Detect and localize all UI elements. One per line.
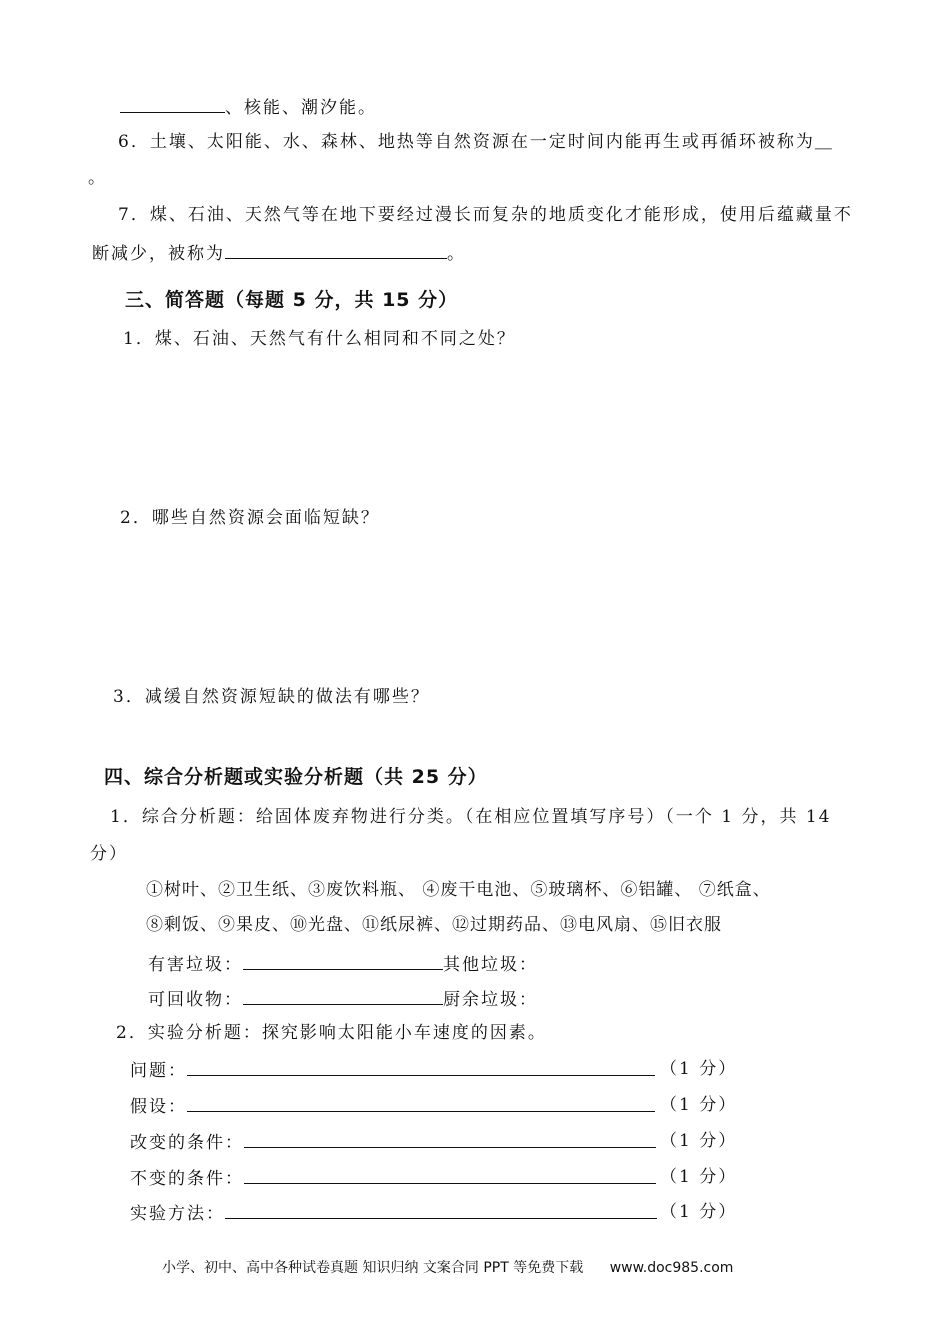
- experiment-blank[interactable]: [244, 1130, 656, 1148]
- experiment-row-method: [130, 1201, 657, 1225]
- q5-tail: 、核能、潮汐能。: [225, 98, 377, 118]
- section3-title: 三、简答题（每题 5 分，共 15 分）: [125, 289, 459, 311]
- experiment-label: 假设：: [130, 1097, 187, 1117]
- q7-line2-tail: 。: [447, 244, 466, 264]
- q7-line2-prefix: 断减少，被称为: [92, 244, 225, 264]
- q7-line1: 7．煤、石油、天然气等在地下要经过漫长而复杂的地质变化才能形成，使用后蕴藏量不: [118, 205, 853, 225]
- harmful-waste-label: 有害垃圾：: [148, 955, 243, 975]
- recyclable-row: [148, 987, 538, 1011]
- footer-text: 小学、初中、高中各种试卷真题 知识归纳 文案合同 PPT 等免费下载: [162, 1260, 584, 1276]
- q6-line: 6．土壤、太阳能、水、森林、地热等自然资源在一定时间内能再生或再循环被称为＿: [118, 132, 834, 152]
- harmful-waste-row: [148, 952, 538, 976]
- footer: [162, 1257, 733, 1279]
- experiment-row-unchanged: [130, 1166, 656, 1190]
- footer-url[interactable]: www.doc985.com: [609, 1260, 734, 1276]
- q6-tail: 。: [88, 168, 107, 188]
- other-waste-label: 其他垃圾：: [443, 955, 538, 975]
- experiment-blank[interactable]: [244, 1166, 656, 1184]
- q5-tail-line: [120, 95, 377, 119]
- experiment-blank[interactable]: [187, 1058, 655, 1076]
- recyclable-blank[interactable]: [243, 987, 443, 1005]
- section4-q1-line2: 分）: [90, 844, 128, 864]
- experiment-score: （1 分）: [660, 1095, 738, 1115]
- experiment-score: （1 分）: [660, 1202, 738, 1222]
- section4-title: 四、综合分析题或实验分析题（共 25 分）: [104, 766, 488, 788]
- answer-blank[interactable]: [225, 241, 447, 259]
- experiment-score: （1 分）: [660, 1167, 738, 1187]
- section3-question-2: 2．哪些自然资源会面临短缺？: [120, 508, 380, 528]
- q7-line2: [92, 241, 466, 265]
- experiment-blank[interactable]: [225, 1201, 657, 1219]
- experiment-row-changed: [130, 1130, 656, 1154]
- section3-question-1: 1．煤、石油、天然气有什么相同和不同之处？: [123, 329, 516, 349]
- experiment-row-question: [130, 1058, 655, 1082]
- waste-items-line2: ⑧剩饭、⑨果皮、⑩光盘、⑪纸尿裤、⑫过期药品、⑬电风扇、⑮旧衣服: [146, 915, 722, 935]
- experiment-score: （1 分）: [660, 1131, 738, 1151]
- kitchen-waste-label: 厨余垃圾：: [443, 990, 538, 1010]
- experiment-label: 改变的条件：: [130, 1133, 244, 1153]
- section3-question-3: 3．减缓自然资源短缺的做法有哪些？: [113, 687, 430, 707]
- experiment-label: 问题：: [130, 1061, 187, 1081]
- section4-q1-line1: 1．综合分析题：给固体废弃物进行分类。（在相应位置填写序号）（一个 1 分，共 14: [110, 807, 832, 827]
- experiment-score: （1 分）: [660, 1059, 738, 1079]
- experiment-blank[interactable]: [187, 1094, 655, 1112]
- harmful-waste-blank[interactable]: [243, 952, 443, 970]
- waste-items-line1: ①树叶、②卫生纸、③废饮料瓶、 ④废干电池、⑤玻璃杯、⑥铝罐、 ⑦纸盒、: [146, 880, 771, 900]
- answer-blank[interactable]: [120, 95, 225, 113]
- experiment-label: 不变的条件：: [130, 1169, 244, 1189]
- recyclable-label: 可回收物：: [148, 990, 243, 1010]
- section4-q2-title: 2．实验分析题：探究影响太阳能小车速度的因素。: [116, 1023, 547, 1043]
- experiment-row-hypothesis: [130, 1094, 655, 1118]
- experiment-label: 实验方法：: [130, 1204, 225, 1224]
